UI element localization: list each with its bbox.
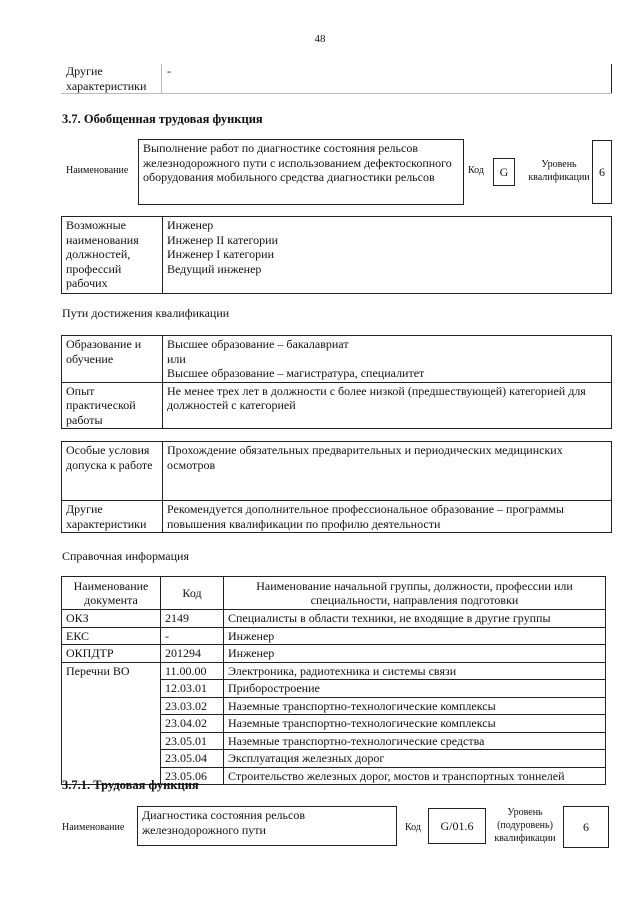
ref-cell: -	[161, 627, 224, 645]
paths-heading: Пути достижения квалификации	[62, 306, 230, 320]
conditions-value: Прохождение обязательных предварительных и периодических медицинских осмотров	[163, 442, 612, 501]
gtf-code-value: G	[493, 158, 515, 186]
other-label: Другие характеристики	[62, 501, 163, 533]
ref-cell: Инженер	[224, 645, 606, 663]
table-row	[62, 610, 606, 628]
ref-cell: Специалисты в области техники, не входящие в другие группы	[224, 610, 606, 628]
tf-name-label: Наименование	[62, 822, 125, 833]
gtf-level-label: Уровень квалификации	[528, 159, 590, 183]
ref-cell: ЕКС	[62, 627, 161, 645]
ref-header-cell: Наименование документа	[62, 577, 161, 610]
section-3-7-heading: 3.7. Обобщенная трудовая функция	[62, 112, 263, 126]
gtf-level-value: 6	[592, 140, 612, 204]
ref-cell: 12.03.01	[161, 680, 224, 698]
ref-cell: Инженер	[224, 627, 606, 645]
table-row	[62, 627, 606, 645]
experience-value: Не менее трех лет в должности с более низкой (предшествующей) категорией для должностей с категорией	[163, 382, 612, 429]
page-number: 48	[314, 33, 326, 45]
ref-cell: 23.03.02	[161, 697, 224, 715]
gtf-name-label: Наименование	[66, 165, 129, 176]
position-item: Инженер	[167, 218, 214, 232]
ref-cell: 201294	[161, 645, 224, 663]
ref-cell: Наземные транспортно-технологические комплексы	[224, 715, 606, 733]
education-label: Образование и обучение	[62, 336, 163, 383]
ref-cell: ОКПДТР	[62, 645, 161, 663]
conditions-label: Особые условия допуска к работе	[62, 442, 163, 501]
experience-label: Опыт практической работы	[62, 382, 163, 429]
position-item: Инженер II категории	[167, 232, 278, 247]
conditions-table	[61, 441, 612, 533]
ref-cell: 11.00.00	[161, 662, 224, 680]
ref-cell: 23.04.02	[161, 715, 224, 733]
ref-cell: Приборостроение	[224, 680, 606, 698]
ref-cell: Наземные транспортно-технологические комплексы	[224, 697, 606, 715]
ref-cell: Перечни ВО	[62, 662, 161, 785]
tf-code-value: G/01.6	[428, 808, 486, 844]
ref-cell: Наземные транспортно-технологические средства	[224, 732, 606, 750]
ref-heading: Справочная информация	[62, 549, 189, 563]
position-item: Ведущий инженер	[167, 261, 262, 276]
position-item: Инженер I категории	[167, 247, 274, 261]
ref-cell: 23.05.06	[161, 767, 224, 785]
ref-cell: ОКЗ	[62, 610, 161, 628]
tf-name-value: Диагностика состояния рельсов железнодорожного пути	[137, 806, 397, 846]
reference-table	[61, 576, 606, 785]
ref-header-cell: Код	[161, 577, 224, 610]
gtf-code-label: Код	[468, 165, 484, 176]
ref-cell: 2149	[161, 610, 224, 628]
positions-list	[163, 217, 612, 294]
top-other-value: -	[167, 64, 171, 78]
top-other-row	[61, 64, 612, 94]
education-line: Высшее образование – магистратура, специалитет	[167, 366, 425, 380]
tf-level-label: Уровень (подуровень) квалификации	[494, 807, 556, 844]
ref-cell: Электроника, радиотехника и системы связи	[224, 662, 606, 680]
ref-header-cell: Наименование начальной группы, должности, профессии или специальности, направления подготовки	[224, 577, 606, 610]
ref-cell: 23.05.01	[161, 732, 224, 750]
table-row	[62, 662, 606, 680]
ref-cell: Эксплуатация железных дорог	[224, 750, 606, 768]
gtf-name-value: Выполнение работ по диагностике состояния рельсов железнодорожного пути с использованием дефектоскопного оборудования мобильного средства диагностики рельсов	[138, 139, 464, 205]
table-row	[62, 645, 606, 663]
positions-table	[61, 216, 612, 294]
ref-header-row	[62, 577, 606, 610]
education-value	[163, 336, 612, 383]
education-table	[61, 335, 612, 429]
top-other-label: Другие характеристики	[66, 64, 147, 93]
ref-cell: Строительство железных дорог, мостов и транспортных тоннелей	[224, 767, 606, 785]
tf-code-label: Код	[405, 822, 421, 833]
tf-level-value: 6	[563, 806, 609, 848]
ref-cell: 23.05.04	[161, 750, 224, 768]
education-line: Высшее образование – бакалавриат	[167, 337, 349, 351]
section-3-7-1-heading: 3.7.1. Трудовая функция	[62, 778, 199, 792]
positions-label: Возможные наименования должностей, профессий рабочих	[62, 217, 163, 294]
other-value: Рекомендуется дополнительное профессиональное образование – программы повышения квалификации по профилю деятельности	[163, 501, 612, 533]
education-line: или	[167, 351, 186, 366]
